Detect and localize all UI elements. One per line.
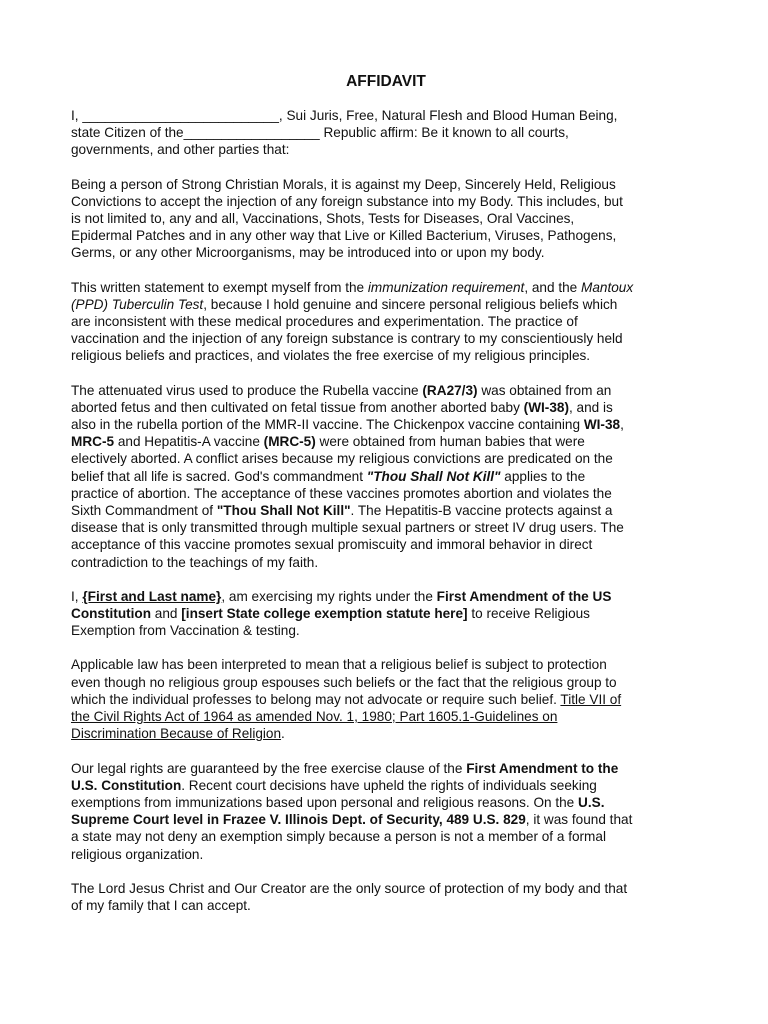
text-line	[71, 794, 701, 811]
text-line: Applicable law has been interpreted to mean that a religious belief is subject to protection	[71, 657, 607, 673]
text-line: Germs, or any other Microorganisms, may be introduced into or upon my body.	[71, 245, 545, 261]
text-line	[71, 382, 701, 399]
text-line	[71, 777, 701, 794]
name-placeholder: {First and Last name}	[82, 588, 222, 604]
text-run: , because I hold genuine and sincere personal religious beliefs which	[203, 296, 618, 312]
text-line: governments, and other parties that:	[71, 142, 290, 158]
paragraph-legal-rights	[71, 760, 701, 863]
text-run: I,	[71, 108, 83, 123]
text-line: Convictions to accept the injection of any foreign substance into my Body. This includes, but	[71, 193, 623, 209]
text-run: which the individual professes to belong may not advocate or require such belief.	[71, 691, 561, 707]
text-line: electively aborted. A conflict arises because my religious convictions are predicated on the	[71, 451, 613, 467]
text-run: and	[151, 606, 182, 622]
text-run: and Hepatitis-A vaccine	[114, 434, 264, 450]
text-line: a state may not deny an exemption simply because a person is not a member of a formal	[71, 829, 606, 845]
bold-run: MRC-5	[71, 434, 115, 450]
underlined-citation: Title VII of	[560, 691, 622, 707]
text-line	[71, 433, 701, 450]
text-line: even though no religious group espouses such beliefs or the fact that the religious group to	[71, 674, 617, 690]
text-run: , and the	[524, 279, 581, 295]
text-run: , it was found that	[525, 812, 633, 828]
text-line: The Lord Jesus Christ and Our Creator are the only source of protection of my body and that	[71, 880, 628, 896]
text-run: I,	[71, 588, 83, 604]
paragraph-religious-convictions	[71, 176, 701, 262]
text-line: Exemption from Vaccination & testing.	[71, 623, 300, 639]
text-run: , and is	[568, 399, 613, 415]
underlined-citation: the Civil Rights Act of 1964 as amended Nov. 1, 1980; Part 1605.1-Guidelines on	[71, 709, 558, 725]
text-line: religious organization.	[71, 846, 204, 862]
text-run: was obtained from an	[477, 382, 612, 398]
italic-run: Mantoux	[581, 279, 634, 295]
text-line: Being a person of Strong Christian Morals, it is against my Deep, Sincerely Held, Religious	[71, 176, 616, 192]
affidavit-document	[71, 72, 701, 931]
text-run: . The Hepatitis-B vaccine protects against a	[350, 503, 613, 519]
text-run: Our legal rights are guaranteed by the free exercise clause of the	[71, 760, 467, 776]
italic-run: immunization requirement	[367, 279, 525, 295]
text-run: Republic affirm: Be it known to all courts,	[319, 125, 569, 141]
text-line	[71, 416, 701, 433]
bold-run: (RA27/3)	[422, 382, 478, 398]
text-line: acceptance of this vaccine promotes sexual promiscuity and immoral behavior in direct	[71, 537, 593, 553]
bold-run: First Amendment of the US	[436, 588, 612, 604]
text-run: belief that all life is sacred. God's commandment	[71, 468, 367, 484]
bold-run: U.S. Constitution	[71, 777, 182, 793]
text-line	[71, 124, 701, 141]
text-run: state Citizen of the	[71, 125, 184, 141]
text-line	[71, 107, 701, 124]
text-line	[71, 605, 701, 622]
text-run: . Recent court decisions have upheld the rights of individuals seeking	[181, 777, 597, 793]
text-line	[71, 811, 701, 828]
bold-run: (MRC-5)	[263, 434, 316, 450]
text-line	[71, 760, 701, 777]
bold-run: "Thou Shall Not Kill"	[216, 503, 351, 519]
text-line: contradiction to the teachings of my faith.	[71, 554, 319, 570]
text-run: .	[281, 726, 285, 742]
text-run: This written statement to exempt myself from the	[71, 279, 368, 295]
text-line: is not limited to, any and all, Vaccinations, Shots, Tests for Diseases, Oral Vaccines,	[71, 211, 575, 227]
underlined-citation: Discrimination Because of Religion	[71, 726, 282, 742]
bold-run: Supreme Court level in Frazee V. Illinois Dept. of Security, 489 U.S. 829	[71, 812, 526, 828]
text-line	[71, 502, 701, 519]
text-run: ,	[620, 417, 624, 433]
paragraph-vaccine-origins	[71, 382, 701, 571]
text-run: , am exercising my rights under the	[221, 588, 437, 604]
text-run: The attenuated virus used to produce the Rubella vaccine	[71, 382, 423, 398]
document-title: AFFIDAVIT	[346, 73, 426, 90]
bold-run: U.S.	[578, 794, 605, 810]
paragraph-protection-source	[71, 880, 701, 914]
text-line	[71, 725, 701, 742]
text-run: aborted fetus and then cultivated on fetal tissue from another aborted baby	[71, 399, 524, 415]
text-line: of my family that I can accept.	[71, 897, 251, 913]
text-line	[71, 296, 701, 313]
text-line: disease that is only transmitted through multiple sexual partners or street IV drug users. The	[71, 520, 624, 536]
italic-run: (PPD) Tuberculin Test	[71, 296, 204, 312]
bold-italic-run: "Thou Shall Not Kill"	[366, 468, 501, 484]
text-run: Sixth Commandment of	[71, 503, 217, 519]
text-line: practice of abortion. The acceptance of these vaccines promotes abortion and violates the	[71, 485, 612, 501]
text-line	[71, 399, 701, 416]
text-line: are inconsistent with these medical procedures and experimentation. The practice of	[71, 314, 578, 330]
bold-run: Constitution	[71, 606, 152, 622]
text-run: also in the rubella portion of the MMR-II vaccine. The Chickenpox vaccine containing	[71, 417, 584, 433]
text-line	[71, 279, 701, 296]
name-blank: __________________________	[82, 108, 279, 123]
statute-placeholder: [insert State college exemption statute here]	[181, 606, 468, 622]
bold-run: (WI-38)	[523, 399, 569, 415]
text-line	[71, 468, 701, 485]
text-run: were obtained from human babies that were	[315, 434, 585, 450]
text-run: applies to the	[500, 468, 586, 484]
text-line: Epidermal Patches and in any other way that Live or Killed Bacterium, Viruses, Pathogens,	[71, 228, 617, 244]
text-run: exemptions from immunizations based upon personal and religious reasons. On the	[71, 794, 579, 810]
text-run: , Sui Juris, Free, Natural Flesh and Blood Human Being,	[278, 108, 618, 123]
text-line	[71, 691, 701, 708]
paragraph-exemption-statement	[71, 279, 701, 365]
bold-run: First Amendment to the	[466, 760, 619, 776]
text-line: vaccination and the injection of any foreign substance is contrary to my conscientiously held	[71, 331, 623, 347]
text-line: religious beliefs and practices, and violates the free exercise of my religious principles.	[71, 348, 591, 364]
text-line	[71, 588, 701, 605]
paragraph-affiant-identity	[71, 107, 701, 159]
text-line	[71, 708, 701, 725]
bold-run: WI-38	[583, 417, 621, 433]
state-blank: __________________	[183, 125, 320, 141]
text-run: to receive Religious	[467, 606, 590, 622]
paragraph-first-amendment-claim	[71, 588, 701, 640]
paragraph-applicable-law	[71, 656, 701, 742]
